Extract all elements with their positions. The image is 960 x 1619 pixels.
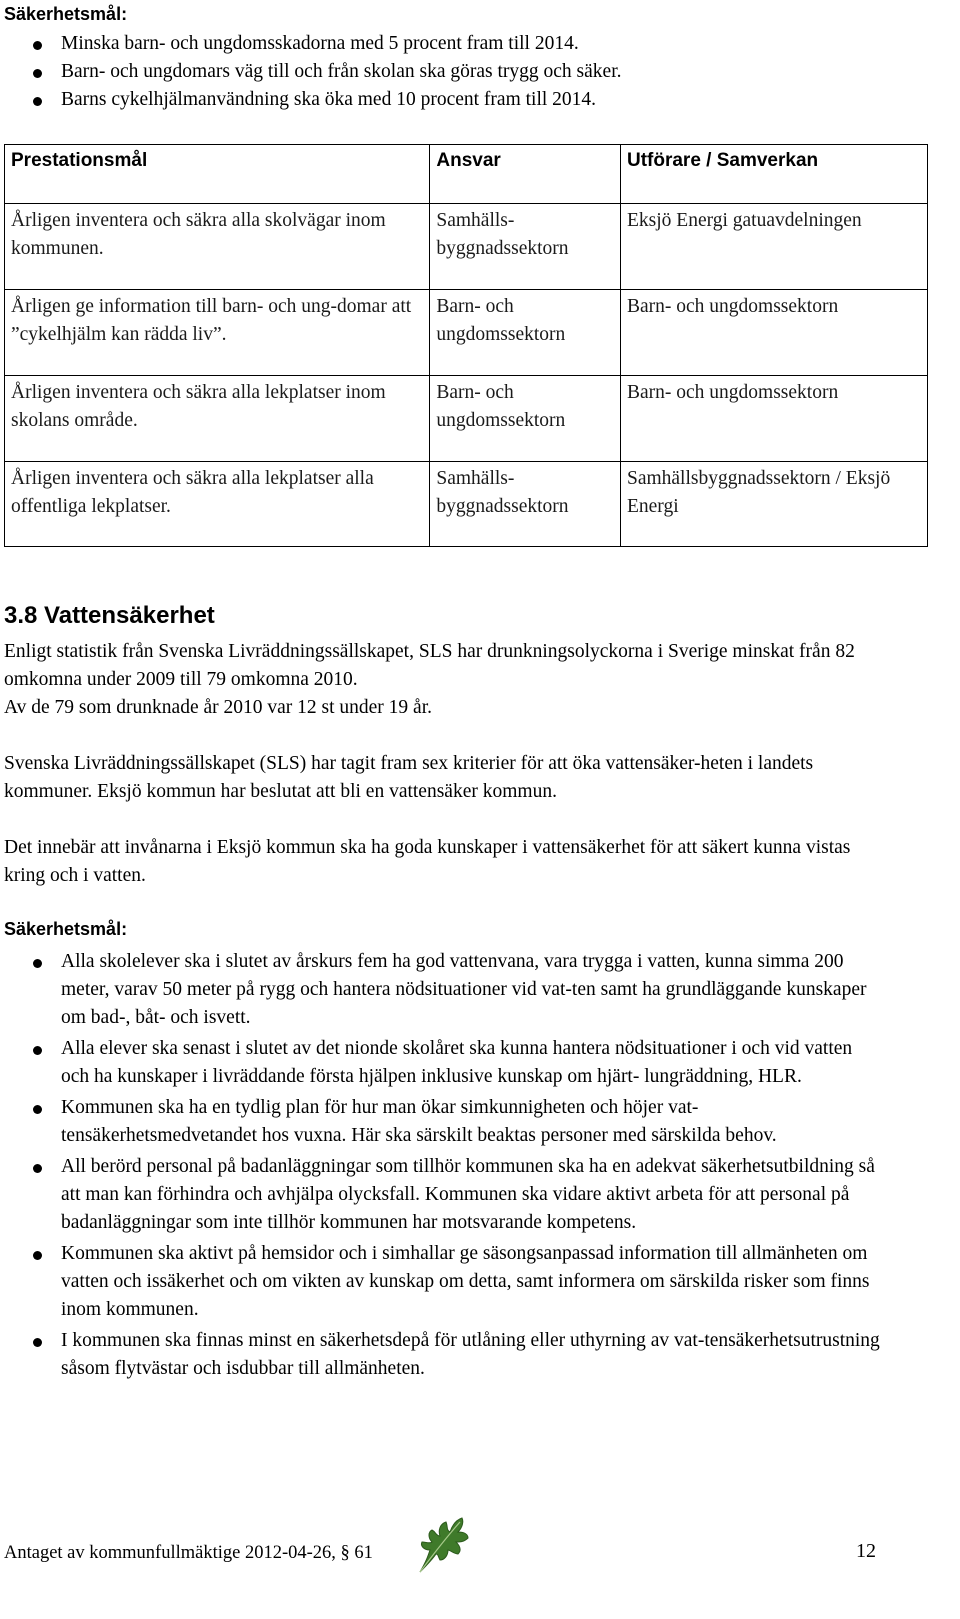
water-safety-goals-heading: Säkerhetsmål: [4,919,128,939]
safety-goals-heading: Säkerhetsmål: [4,4,128,24]
bullet-icon [33,1046,42,1055]
table-row [5,376,928,462]
table-cell: Samhälls-byggnadssektorn [430,462,621,547]
list-item-text: Minska barn- och ungdomsskadorna med 5 procent fram till 2014. [61,33,579,54]
table-row [5,462,928,547]
oak-leaf-graphic [414,1510,474,1576]
list-item-text: Alla elever ska senast i slutet av det nionde skolåret ska kunna hantera nödsituationer i och vid vatten och ha kunskaper i livräddande första hjälpen inklusive kunskap om hjärt- lungräddning, HLR. [61,1038,853,1087]
list-item [4,1327,884,1383]
table-cell: Årligen inventera och säkra alla lekplatser alla offentliga lekplatser. [5,462,430,547]
paragraph: Det innebär att invånarna i Eksjö kommun ska ha goda kunskaper i vattensäkerhet för att säkert kunna vistas kring och i vatten. [4,837,851,886]
list-item-text: Alla skolelever ska i slutet av årskurs fem ha god vattenvana, vara trygga i vatten, kunna simma 200 meter, varav 50 meter på rygg och hantera nödsituationer vid vat-ten samt ha grundläggande kunskaper om bad-, båt- och isvett. [61,951,867,1028]
table-cell: Barn- och ungdomssektorn [430,290,621,376]
table-cell: Samhälls-byggnadssektorn [430,204,621,290]
leaf-shape [420,1518,468,1572]
paragraph: Enligt statistik från Svenska Livräddningssällskapet, SLS har drunkningsolyckorna i Sverige minskat från 82 omkomna under 2009 till 79 omkomna 2010. [4,641,855,690]
list-item-text: Barns cykelhjälmanvändning ska öka med 10 procent fram till 2014. [61,89,597,110]
table-cell: Eksjö Energi gatuavdelningen [620,204,927,290]
list-item-text: Kommunen ska aktivt på hemsidor och i simhallar ge säsongsanpassad information till allmänheten om vatten och issäkerhet och om vikten av kunskap om detta, samt informera om särskilda risker som finns inom kommunen. [61,1243,870,1320]
page-number: 12 [856,1540,876,1562]
list-item [4,948,884,1032]
column-header-goal: Prestationsmål [5,145,430,204]
bullet-icon [33,97,42,106]
table-cell: Barn- och ungdomssektorn [430,376,621,462]
column-header-responsibility: Ansvar [430,145,621,204]
table-header-row [5,145,928,204]
column-header-executor: Utförare / Samverkan [620,145,927,204]
list-item-text: Kommunen ska ha en tydlig plan för hur man ökar simkunnigheten och höjer vat-tensäkerhetsmedvetandet hos vuxna. Här ska särskilt beaktas personer med särskilda behov. [61,1097,777,1146]
list-item [4,58,924,86]
footer-adoption-note: Antaget av kommunfullmäktige 2012-04-26, § 61 [4,1543,373,1563]
section-title: 3.8 Vattensäkerhet [4,602,215,629]
water-safety-goals-list [4,948,884,1383]
table-cell: Årligen ge information till barn- och ung-domar att ”cykelhjälm kan rädda liv”. [5,290,430,376]
bullet-icon [33,1164,42,1173]
table-cell: Årligen inventera och säkra alla lekplatser inom skolans område. [5,376,430,462]
list-item [4,1094,884,1150]
list-item-text: Barn- och ungdomars väg till och från skolan ska göras trygg och säker. [61,61,622,82]
performance-goals-table [4,144,928,547]
paragraph: Svenska Livräddningssällskapet (SLS) har tagit fram sex kriterier för att öka vattensäker-heten i landets kommuner. Eksjö kommun har beslutat att bli en vattensäker kommun. [4,753,814,802]
table-row [5,290,928,376]
table-cell: Årligen inventera och säkra alla skolvägar inom kommunen. [5,204,430,290]
safety-goals-list [4,30,924,114]
table-row [5,204,928,290]
table-cell: Samhällsbyggnadssektorn / Eksjö Energi [620,462,927,547]
list-item [4,1153,884,1237]
bullet-icon [33,69,42,78]
list-item-text: I kommunen ska finnas minst en säkerhetsdepå för utlåning eller uthyrning av vat-tensäkerhetsutrustning såsom flytvästar och isdubbar till allmänheten. [61,1330,880,1379]
bullet-icon [33,1251,42,1260]
bullet-icon [33,1105,42,1114]
paragraph: Av de 79 som drunknade år 2010 var 12 st under 19 år. [4,697,433,718]
bullet-icon [33,41,42,50]
bullet-icon [33,959,42,968]
list-item [4,1240,884,1324]
list-item-text: All berörd personal på badanläggningar som tillhör kommunen ska ha en adekvat säkerhetsutbildning så att man kan förhindra och avhjälpa olycksfall. Kommunen ska vidare aktivt arbeta för att personal på badanläggningar som inte tillhör kommunen har motsvarande kompetens. [61,1156,875,1233]
list-item [4,1035,884,1091]
table-cell: Barn- och ungdomssektorn [620,376,927,462]
bullet-icon [33,1338,42,1347]
oak-leaf-icon [414,1510,474,1576]
list-item [4,30,924,58]
list-item [4,86,924,114]
table-cell: Barn- och ungdomssektorn [620,290,927,376]
